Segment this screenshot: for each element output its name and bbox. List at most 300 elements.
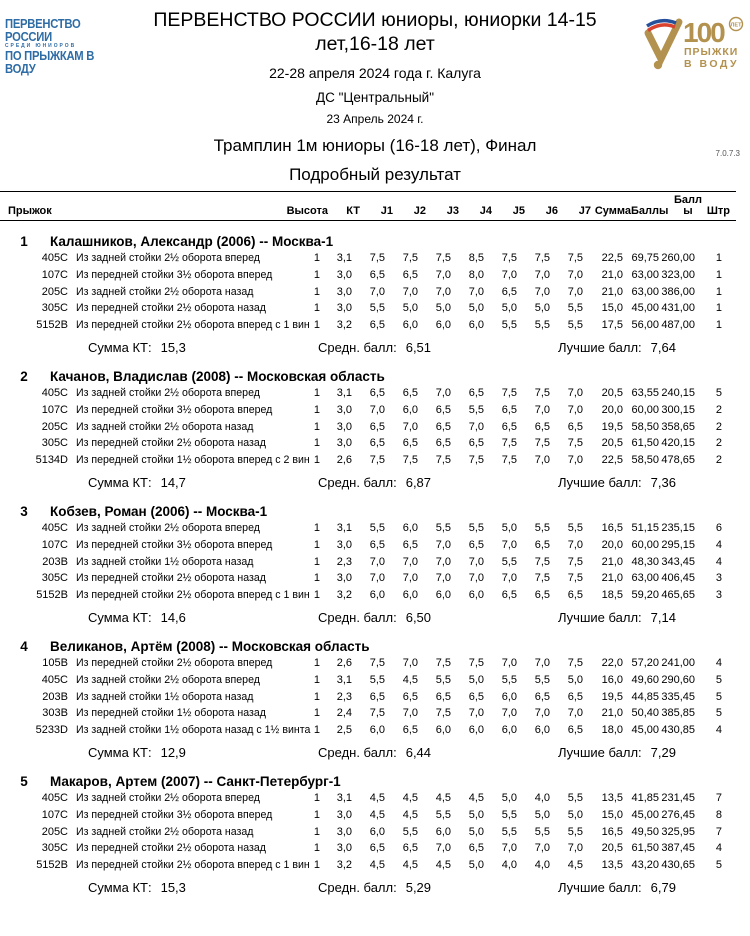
judge-2-score: 6,0	[402, 521, 418, 534]
best-score-value: 7,14	[650, 609, 676, 625]
judge-2-score: 6,5	[402, 724, 418, 737]
judges-sum: 19,5	[601, 690, 623, 703]
judge-5-score: 7,5	[501, 386, 517, 399]
judge-2-score: 6,5	[402, 386, 418, 399]
dive-description: Из передней стойки 2½ оборота назад	[76, 842, 266, 855]
dive-code: 205C	[41, 420, 68, 433]
dive-code: 405C	[41, 673, 68, 686]
sum-kt-label: Сумма КТ:	[88, 879, 152, 895]
judge-4-score: 8,5	[468, 252, 484, 264]
judge-2-score: 6,0	[402, 589, 418, 602]
dive-description: Из задней стойки 2½ оборота вперед	[76, 386, 260, 399]
dive-height: 1	[313, 252, 320, 264]
running-total: 487,00	[661, 319, 695, 332]
dive-points: 57,20	[631, 656, 659, 669]
centenary-line1: ПРЫЖКИ	[684, 46, 739, 58]
page-title-line2: лет,16-18 лет	[315, 33, 435, 55]
judge-7-score: 6,5	[567, 724, 583, 737]
avg-score-label: Средн. балл:	[318, 744, 397, 760]
sum-kt-value: 15,3	[160, 879, 186, 895]
page-title-line1: ПЕРВЕНСТВО РОССИИ юниоры, юниорки 14-15	[153, 9, 597, 31]
dive-points: 49,50	[631, 825, 659, 838]
judge-6-score: 5,5	[534, 319, 550, 332]
athlete-name: Великанов, Артём (2008) -- Московская область	[50, 638, 370, 654]
judge-4-score: 6,0	[468, 319, 484, 332]
judge-4-score: 6,5	[468, 386, 484, 399]
dive-dd: 3,0	[336, 420, 352, 433]
athlete-name: Качанов, Владислав (2008) -- Московская область	[50, 368, 385, 384]
sum-kt-label: Сумма КТ:	[88, 609, 152, 625]
round-rank: 4	[715, 555, 722, 568]
dive-points: 63,00	[631, 285, 659, 298]
judge-6-score: 7,0	[534, 285, 550, 298]
dive-dd: 3,2	[336, 859, 352, 872]
dive-dd: 3,1	[336, 673, 352, 686]
round-rank: 2	[715, 454, 722, 467]
round-rank: 3	[715, 572, 722, 585]
best-score-group	[558, 474, 676, 491]
judge-7-score: 7,0	[567, 842, 583, 855]
judges-sum: 18,0	[601, 724, 623, 737]
judge-7-score: 5,5	[567, 825, 583, 838]
athlete-summary	[0, 474, 750, 491]
judge-2-score: 6,5	[402, 268, 418, 281]
dive-height: 1	[313, 825, 320, 838]
col-penalty: Штр	[706, 205, 730, 217]
judge-7-score: 7,5	[567, 572, 583, 585]
dive-row	[8, 385, 750, 402]
dive-code: 105B	[42, 656, 68, 669]
athlete-rank: 5	[20, 773, 28, 789]
col-j4: J4	[479, 205, 492, 217]
sum-kt-group	[88, 474, 186, 491]
judges-sum: 22,5	[601, 454, 623, 467]
judge-3-score: 6,0	[435, 589, 451, 602]
round-rank: 4	[715, 656, 722, 669]
dive-row	[8, 537, 750, 554]
athlete-header	[0, 368, 750, 385]
judge-1-score: 7,5	[369, 252, 385, 264]
sum-kt-value: 14,7	[160, 474, 186, 490]
athlete-name: Калашников, Александр (2006) -- Москва-1	[50, 234, 334, 249]
dive-row	[8, 705, 750, 722]
dive-height: 1	[313, 538, 320, 551]
best-score-value: 7,64	[650, 339, 676, 355]
judge-2-score: 6,5	[402, 842, 418, 855]
judge-7-score: 6,5	[567, 690, 583, 703]
round-rank: 2	[715, 437, 722, 450]
judge-5-score: 6,5	[501, 403, 517, 416]
dive-code: 305C	[41, 437, 68, 450]
best-score-label: Лучшие балл:	[558, 609, 642, 625]
report-subtitle: Подробный результат	[289, 165, 461, 184]
judge-5-score: 6,0	[501, 724, 517, 737]
dive-row	[8, 419, 750, 436]
running-total: 260,00	[661, 252, 695, 264]
judge-1-score: 6,5	[369, 319, 385, 332]
sum-kt-group	[88, 609, 186, 626]
dive-code: 5152B	[36, 589, 68, 602]
athlete-block	[0, 503, 750, 626]
dive-code: 405C	[41, 386, 68, 399]
dive-points: 43,20	[631, 859, 659, 872]
judges-sum: 18,5	[601, 589, 623, 602]
col-points: Баллы	[631, 205, 669, 217]
avg-score-value: 6,50	[405, 609, 432, 625]
athlete-rank: 3	[20, 503, 28, 519]
judges-sum: 22,5	[601, 252, 623, 264]
running-total: 420,15	[661, 437, 695, 450]
judge-2-score: 4,5	[402, 859, 418, 872]
dive-dd: 3,0	[336, 538, 352, 551]
dive-row	[8, 672, 750, 689]
judges-sum: 20,5	[601, 842, 623, 855]
dive-height: 1	[313, 842, 320, 855]
dive-points: 51,15	[631, 521, 659, 534]
dive-points: 48,30	[631, 555, 659, 568]
avg-score-label: Средн. балл:	[318, 339, 397, 355]
dive-row	[8, 300, 750, 317]
judge-7-score: 7,5	[567, 555, 583, 568]
dive-points: 45,00	[631, 724, 659, 737]
judge-2-score: 4,5	[402, 791, 418, 804]
athlete-rank: 1	[20, 234, 28, 249]
running-total: 335,45	[661, 690, 695, 703]
judge-3-score: 6,5	[435, 420, 451, 433]
judge-5-score: 6,5	[501, 589, 517, 602]
athlete-summary	[0, 744, 750, 761]
athlete-name: Кобзев, Роман (2006) -- Москва-1	[50, 503, 268, 519]
judge-4-score: 6,0	[468, 724, 484, 737]
avg-score-label: Средн. балл:	[318, 609, 397, 625]
judge-3-score: 7,0	[435, 555, 451, 568]
col-height: Высота	[286, 205, 328, 217]
dive-dd: 3,0	[336, 572, 352, 585]
dive-dd: 3,0	[336, 437, 352, 450]
dive-height: 1	[313, 285, 320, 298]
dive-row	[8, 267, 750, 284]
judge-5-score: 7,0	[501, 707, 517, 720]
judges-sum: 21,0	[601, 707, 623, 720]
dive-dd: 3,0	[336, 808, 352, 821]
judge-3-score: 7,0	[435, 538, 451, 551]
sum-kt-label: Сумма КТ:	[88, 744, 152, 760]
dive-row	[8, 840, 750, 857]
dive-dd: 3,2	[336, 319, 352, 332]
dive-points: 60,00	[631, 403, 659, 416]
judge-6-score: 7,5	[534, 386, 550, 399]
dive-dd: 2,5	[336, 724, 352, 737]
running-total: 295,15	[661, 538, 695, 551]
dive-description: Из задней стойки 1½ оборота назад	[76, 690, 254, 703]
best-score-group	[558, 879, 676, 896]
judges-sum: 20,5	[601, 437, 623, 450]
venue: ДС "Центральный"	[316, 90, 434, 105]
dive-dd: 2,4	[336, 707, 352, 720]
dive-row	[8, 655, 750, 672]
dive-code: 205C	[41, 285, 68, 298]
dive-dd: 2,6	[336, 656, 352, 669]
judge-2-score: 7,0	[402, 656, 418, 669]
col-j2: J2	[413, 205, 426, 217]
dive-row	[8, 807, 750, 824]
dive-points: 61,50	[631, 842, 659, 855]
avg-score-label: Средн. балл:	[318, 474, 397, 490]
dive-row	[8, 520, 750, 537]
avg-score-value: 6,51	[405, 339, 432, 355]
dive-height: 1	[313, 420, 320, 433]
judges-sum: 17,5	[601, 319, 623, 332]
dive-dd: 3,0	[336, 285, 352, 298]
best-score-label: Лучшие балл:	[558, 744, 642, 760]
dive-height: 1	[313, 319, 320, 332]
judge-4-score: 7,0	[468, 707, 484, 720]
judge-1-score: 5,5	[369, 302, 385, 315]
judge-2-score: 7,0	[402, 285, 418, 298]
event-title: Трамплин 1м юниоры (16-18 лет), Финал	[213, 136, 537, 155]
dive-description: Из задней стойки 2½ оборота вперед	[76, 791, 260, 804]
judge-7-score: 6,5	[567, 589, 583, 602]
judge-1-score: 4,5	[369, 859, 385, 872]
judge-1-score: 6,5	[369, 268, 385, 281]
judge-6-score: 7,0	[534, 454, 550, 467]
dive-height: 1	[313, 386, 320, 399]
judge-4-score: 6,5	[468, 842, 484, 855]
judges-sum: 19,5	[601, 420, 623, 433]
dive-row	[8, 554, 750, 571]
judge-7-score: 4,5	[567, 859, 583, 872]
judge-5-score: 5,0	[501, 791, 517, 804]
diver-dot-icon	[654, 61, 662, 69]
judge-1-score: 6,5	[369, 690, 385, 703]
running-total: 478,65	[661, 454, 695, 467]
judge-5-score: 7,0	[501, 538, 517, 551]
dive-dd: 2,3	[336, 555, 352, 568]
athlete-summary	[0, 339, 750, 356]
running-total: 430,65	[661, 859, 695, 872]
dive-code: 107C	[41, 268, 68, 281]
judge-3-score: 7,5	[435, 454, 451, 467]
judge-5-score: 7,5	[501, 454, 517, 467]
federation-logo-line3: ПО ПРЫЖКАМ В ВОДУ	[5, 49, 95, 77]
competition-dates: 22-28 апреля 2024 года г. Калуга	[269, 65, 481, 81]
best-score-value: 7,29	[650, 744, 676, 760]
sum-kt-value: 12,9	[160, 744, 186, 760]
dive-description: Из передней стойки 1½ оборота вперед с 2 вин	[76, 454, 310, 467]
dive-description: Из передней стойки 2½ оборота вперед с 1 вин	[76, 859, 310, 872]
running-total: 325,95	[661, 825, 695, 838]
dive-row	[8, 790, 750, 807]
dive-points: 58,50	[631, 420, 659, 433]
judge-3-score: 4,5	[435, 791, 451, 804]
dive-points: 49,60	[631, 673, 659, 686]
judge-6-score: 6,5	[534, 420, 550, 433]
best-score-label: Лучшие балл:	[558, 474, 642, 490]
judge-5-score: 4,0	[501, 859, 517, 872]
flag-stripe-red-icon	[648, 25, 675, 31]
dive-dd: 3,1	[336, 521, 352, 534]
dive-dd: 3,0	[336, 825, 352, 838]
federation-logo-line2: СРЕДИ ЮНИОРОВ	[5, 43, 77, 50]
athlete-block	[0, 773, 750, 896]
round-rank: 5	[715, 859, 722, 872]
judge-2-score: 7,0	[402, 707, 418, 720]
sum-kt-label: Сумма КТ:	[88, 474, 152, 490]
judge-4-score: 5,5	[468, 521, 484, 534]
col-j5: J5	[512, 205, 525, 217]
dive-height: 1	[313, 690, 320, 703]
round-rank: 1	[715, 252, 722, 264]
running-total: 235,15	[661, 521, 695, 534]
judge-6-score: 7,0	[534, 656, 550, 669]
judges-sum: 16,0	[601, 673, 623, 686]
judge-6-score: 7,0	[534, 842, 550, 855]
dive-description: Из передней стойки 2½ оборота назад	[76, 437, 266, 450]
best-score-group	[558, 609, 676, 626]
centenary-number: 100	[683, 17, 724, 48]
judge-2-score: 7,5	[402, 252, 418, 264]
dive-description: Из передней стойки 2½ оборота вперед с 1 вин	[76, 319, 310, 332]
dive-description: Из передней стойки 2½ оборота вперед	[76, 656, 273, 669]
judge-7-score: 7,0	[567, 268, 583, 281]
running-total: 290,60	[661, 673, 695, 686]
dive-points: 58,50	[631, 454, 659, 467]
judge-7-score: 7,0	[567, 454, 583, 467]
judge-5-score: 7,0	[501, 656, 517, 669]
dive-points: 69,75	[631, 252, 659, 264]
dive-height: 1	[313, 437, 320, 450]
judge-6-score: 6,5	[534, 589, 550, 602]
dive-height: 1	[313, 589, 320, 602]
dive-points: 60,00	[631, 538, 659, 551]
judge-4-score: 6,5	[468, 437, 484, 450]
judge-6-score: 5,0	[534, 808, 550, 821]
round-rank: 2	[715, 403, 722, 416]
round-rank: 8	[715, 808, 722, 821]
dive-points: 41,85	[631, 791, 659, 804]
dive-row	[8, 857, 750, 874]
judge-2-score: 7,0	[402, 572, 418, 585]
dive-code: 305C	[41, 842, 68, 855]
col-j1: J1	[380, 205, 393, 217]
judges-sum: 20,0	[601, 538, 623, 551]
judge-3-score: 4,5	[435, 859, 451, 872]
judge-3-score: 6,0	[435, 825, 451, 838]
judge-7-score: 7,0	[567, 386, 583, 399]
judge-6-score: 7,0	[534, 707, 550, 720]
avg-score-group	[318, 879, 431, 896]
running-total: 430,85	[661, 724, 695, 737]
judge-1-score: 4,5	[369, 791, 385, 804]
judge-3-score: 7,5	[435, 656, 451, 669]
results	[0, 233, 750, 896]
round-rank: 5	[715, 673, 722, 686]
judge-1-score: 4,5	[369, 808, 385, 821]
judges-sum: 13,5	[601, 791, 623, 804]
centenary-line2: В ВОДУ	[684, 58, 739, 70]
running-total: 241,00	[661, 656, 695, 669]
dive-description: Из задней стойки 2½ оборота назад	[76, 285, 254, 298]
judge-1-score: 7,0	[369, 403, 385, 416]
running-total: 343,45	[661, 555, 695, 568]
running-total: 465,65	[661, 589, 695, 602]
sum-kt-label: Сумма КТ:	[88, 339, 152, 355]
avg-score-value: 6,87	[405, 474, 432, 490]
avg-score-group	[318, 339, 431, 356]
dive-code: 107C	[41, 403, 68, 416]
athlete-block	[0, 233, 750, 356]
judge-1-score: 7,5	[369, 707, 385, 720]
judge-3-score: 5,5	[435, 521, 451, 534]
judge-6-score: 7,5	[534, 252, 550, 264]
judges-sum: 22,0	[601, 656, 623, 669]
judge-6-score: 5,5	[534, 825, 550, 838]
dive-description: Из передней стойки 3½ оборота вперед	[76, 268, 273, 281]
judge-4-score: 7,0	[468, 572, 484, 585]
round-rank: 5	[715, 707, 722, 720]
judge-4-score: 5,0	[468, 673, 484, 686]
judges-sum: 21,0	[601, 268, 623, 281]
dive-dd: 2,3	[336, 690, 352, 703]
dive-dd: 3,0	[336, 403, 352, 416]
judge-7-score: 5,5	[567, 521, 583, 534]
athlete-block	[0, 368, 750, 491]
dive-row	[8, 570, 750, 587]
dive-points: 59,20	[631, 589, 659, 602]
dive-code: 203B	[42, 555, 68, 568]
judge-6-score: 5,5	[534, 673, 550, 686]
judge-1-score: 6,5	[369, 842, 385, 855]
athlete-header	[0, 773, 750, 790]
dive-description: Из задней стойки 2½ оборота назад	[76, 825, 254, 838]
judge-2-score: 4,5	[402, 673, 418, 686]
avg-score-group	[318, 474, 431, 491]
athlete-rank: 2	[20, 368, 28, 384]
round-rank: 3	[715, 589, 722, 602]
judge-7-score: 5,0	[567, 673, 583, 686]
judge-2-score: 7,5	[402, 454, 418, 467]
dive-code: 305C	[41, 302, 68, 315]
judge-2-score: 6,5	[402, 538, 418, 551]
judges-sum: 21,0	[601, 285, 623, 298]
judges-sum: 20,0	[601, 403, 623, 416]
dive-description: Из передней стойки 2½ оборота назад	[76, 302, 266, 315]
dive-code: 5152B	[36, 319, 68, 332]
dive-height: 1	[313, 302, 320, 315]
judge-6-score: 7,5	[534, 572, 550, 585]
sum-kt-value: 14,6	[160, 609, 186, 625]
judge-6-score: 4,0	[534, 859, 550, 872]
judge-5-score: 5,5	[501, 673, 517, 686]
judge-7-score: 5,5	[567, 791, 583, 804]
judges-sum: 21,0	[601, 555, 623, 568]
judge-4-score: 4,5	[468, 791, 484, 804]
judge-4-score: 5,0	[468, 808, 484, 821]
dive-height: 1	[313, 859, 320, 872]
round-rank: 4	[715, 724, 722, 737]
judge-3-score: 7,0	[435, 268, 451, 281]
running-total: 276,45	[661, 808, 695, 821]
dive-points: 63,00	[631, 268, 659, 281]
round-rank: 1	[715, 319, 722, 332]
judge-5-score: 7,5	[501, 252, 517, 264]
dive-code: 405C	[41, 252, 68, 264]
dive-description: Из задней стойки 1½ оборота назад с 1½ винта	[76, 724, 311, 737]
running-total: 385,85	[661, 707, 695, 720]
dive-code: 107C	[41, 808, 68, 821]
dive-code: 305C	[41, 572, 68, 585]
judge-5-score: 5,0	[501, 521, 517, 534]
